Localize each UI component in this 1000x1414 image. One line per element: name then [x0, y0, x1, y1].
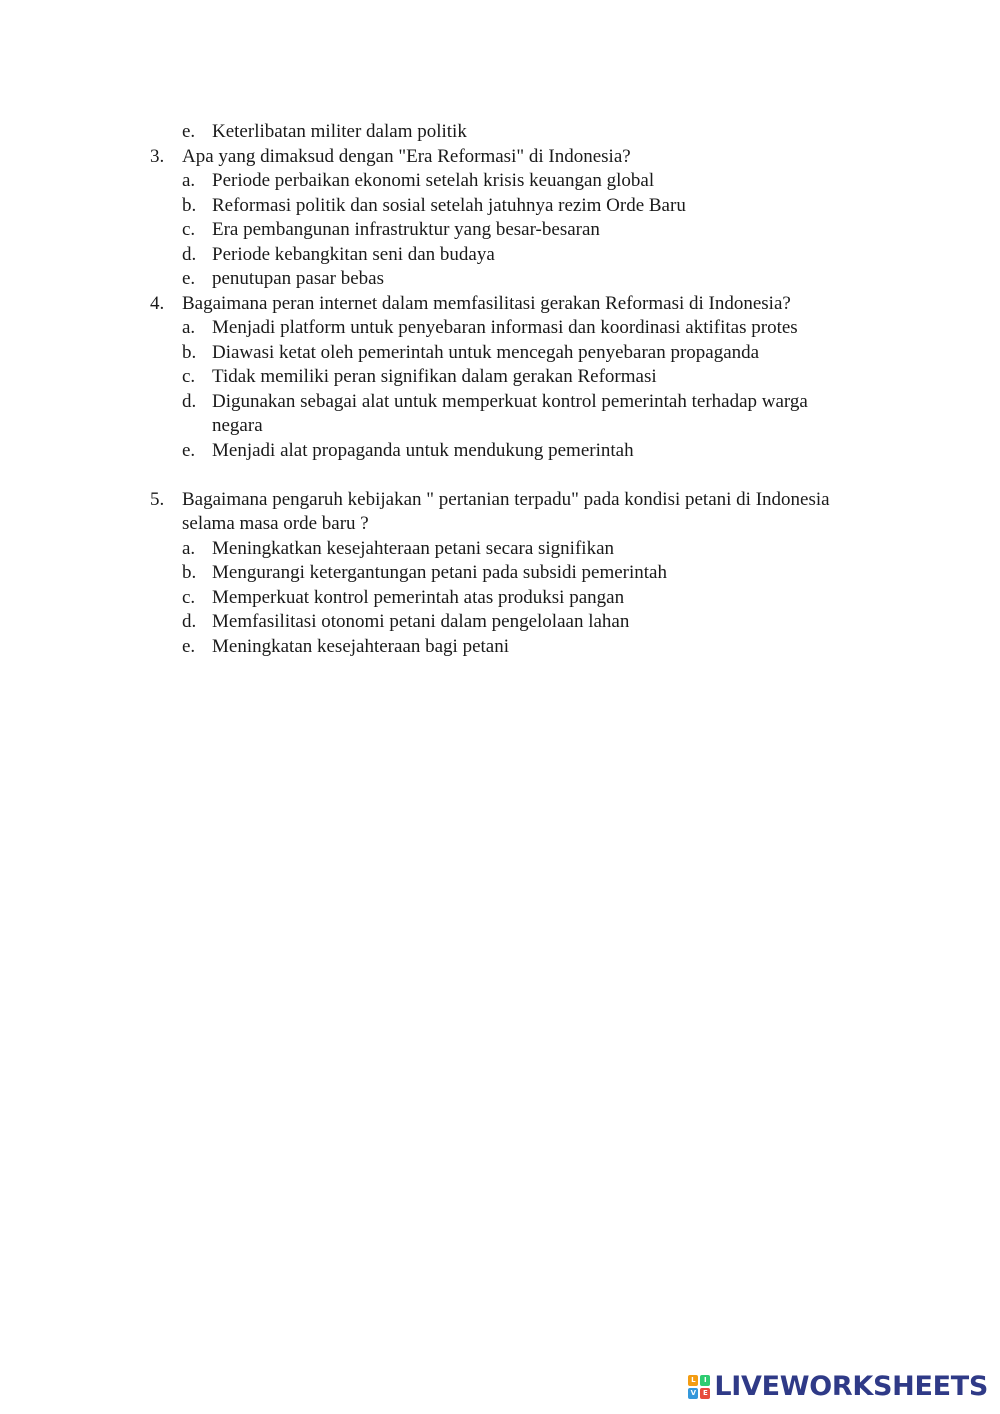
option-text: Tidak memiliki peran signifikan dalam gerakan Reformasi — [212, 366, 657, 387]
worksheet-content — [0, 120, 1000, 659]
option-text: Meningkatan kesejahteraan bagi petani — [212, 635, 510, 657]
option-4-d-continued — [0, 414, 1000, 439]
option-3-b — [0, 194, 1000, 219]
option-letter: b. — [182, 341, 197, 363]
option-4-c — [0, 365, 1000, 390]
option-3-a — [0, 169, 1000, 194]
option-4-e — [0, 439, 1000, 464]
logo-tile-e: E — [700, 1388, 710, 1399]
question-4 — [0, 292, 1000, 464]
question-number: 4. — [150, 292, 165, 314]
option-letter: d. — [182, 390, 197, 412]
option-letter: e. — [182, 635, 196, 657]
option-text: Reformasi politik dan sosial setelah jatuhnya rezim Orde Baru — [212, 194, 686, 216]
option-text-continued: negara — [212, 415, 263, 436]
option-4-d — [0, 390, 1000, 415]
question-5-line-1 — [0, 488, 1000, 513]
question-3-line-1 — [0, 145, 1000, 170]
option-text: penutupan pasar bebas — [212, 268, 384, 289]
option-text: Mengurangi ketergantungan petani pada subsidi pemerintah — [212, 562, 667, 583]
option-text: Memperkuat kontrol pemerintah atas produksi pangan — [212, 586, 625, 608]
option-letter: b. — [182, 194, 197, 216]
option-letter: d. — [182, 243, 197, 265]
option-5-c — [0, 586, 1000, 611]
option-text: Menjadi alat propaganda untuk mendukung pemerintah — [212, 439, 634, 461]
option-5-a — [0, 537, 1000, 562]
option-letter: a. — [182, 537, 196, 559]
option-5-e — [0, 635, 1000, 660]
blank-line — [0, 463, 1000, 488]
option-letter: b. — [182, 562, 197, 583]
option-text: Diawasi ketat oleh pemerintah untuk mencegah penyebaran propaganda — [212, 341, 760, 363]
logo-tile-v: V — [688, 1388, 698, 1399]
question-5 — [0, 488, 1000, 660]
option-3-c — [0, 218, 1000, 243]
question-text: Bagaimana peran internet dalam memfasilitasi gerakan Reformasi di Indonesia? — [182, 292, 791, 314]
liveworksheets-logo[interactable] — [688, 1372, 988, 1402]
option-text: Meningkatkan kesejahteraan petani secara signifikan — [212, 537, 614, 559]
question-number: 3. — [150, 145, 165, 167]
option-letter: a. — [182, 317, 196, 338]
option-2-e — [0, 120, 1000, 145]
option-letter: c. — [182, 586, 196, 608]
option-text: Digunakan sebagai alat untuk memperkuat kontrol pemerintah terhadap warga — [212, 390, 808, 412]
question-text: Apa yang dimaksud dengan "Era Reformasi" di Indonesia? — [182, 145, 631, 167]
question-text: Bagaimana pengaruh kebijakan " pertanian terpadu" pada kondisi petani di Indonesia — [182, 488, 830, 510]
option-text: Era pembangunan infrastruktur yang besar-besaran — [212, 219, 600, 240]
option-letter: c. — [182, 219, 196, 240]
question-number: 5. — [150, 488, 165, 510]
question-3 — [0, 145, 1000, 292]
option-text: Periode perbaikan ekonomi setelah krisis keuangan global — [212, 170, 655, 191]
option-text: Periode kebangkitan seni dan budaya — [212, 243, 495, 265]
option-3-d — [0, 243, 1000, 268]
question-text-continued: selama masa orde baru ? — [182, 513, 369, 534]
option-letter: e. — [182, 439, 196, 461]
question-5-line-2 — [0, 512, 1000, 537]
option-3-e — [0, 267, 1000, 292]
option-letter: d. — [182, 611, 197, 632]
option-letter: c. — [182, 366, 196, 387]
option-5-b — [0, 561, 1000, 586]
option-letter: e. — [182, 268, 196, 289]
liveworksheets-logo-icon — [688, 1375, 710, 1399]
option-text: Menjadi platform untuk penyebaran informasi dan koordinasi aktifitas protes — [212, 317, 798, 338]
question-4-line-1 — [0, 292, 1000, 317]
option-text: Memfasilitasi otonomi petani dalam pengelolaan lahan — [212, 611, 630, 632]
option-letter: e. — [182, 121, 196, 142]
logo-tile-i: I — [700, 1375, 710, 1386]
option-4-a — [0, 316, 1000, 341]
logo-tile-l: L — [688, 1375, 698, 1386]
option-letter: a. — [182, 170, 196, 191]
option-4-b — [0, 341, 1000, 366]
question-2-tail — [0, 120, 1000, 145]
option-text: Keterlibatan militer dalam politik — [212, 121, 467, 142]
option-5-d — [0, 610, 1000, 635]
liveworksheets-logo-text: LIVEWORKSHEETS — [714, 1371, 988, 1402]
